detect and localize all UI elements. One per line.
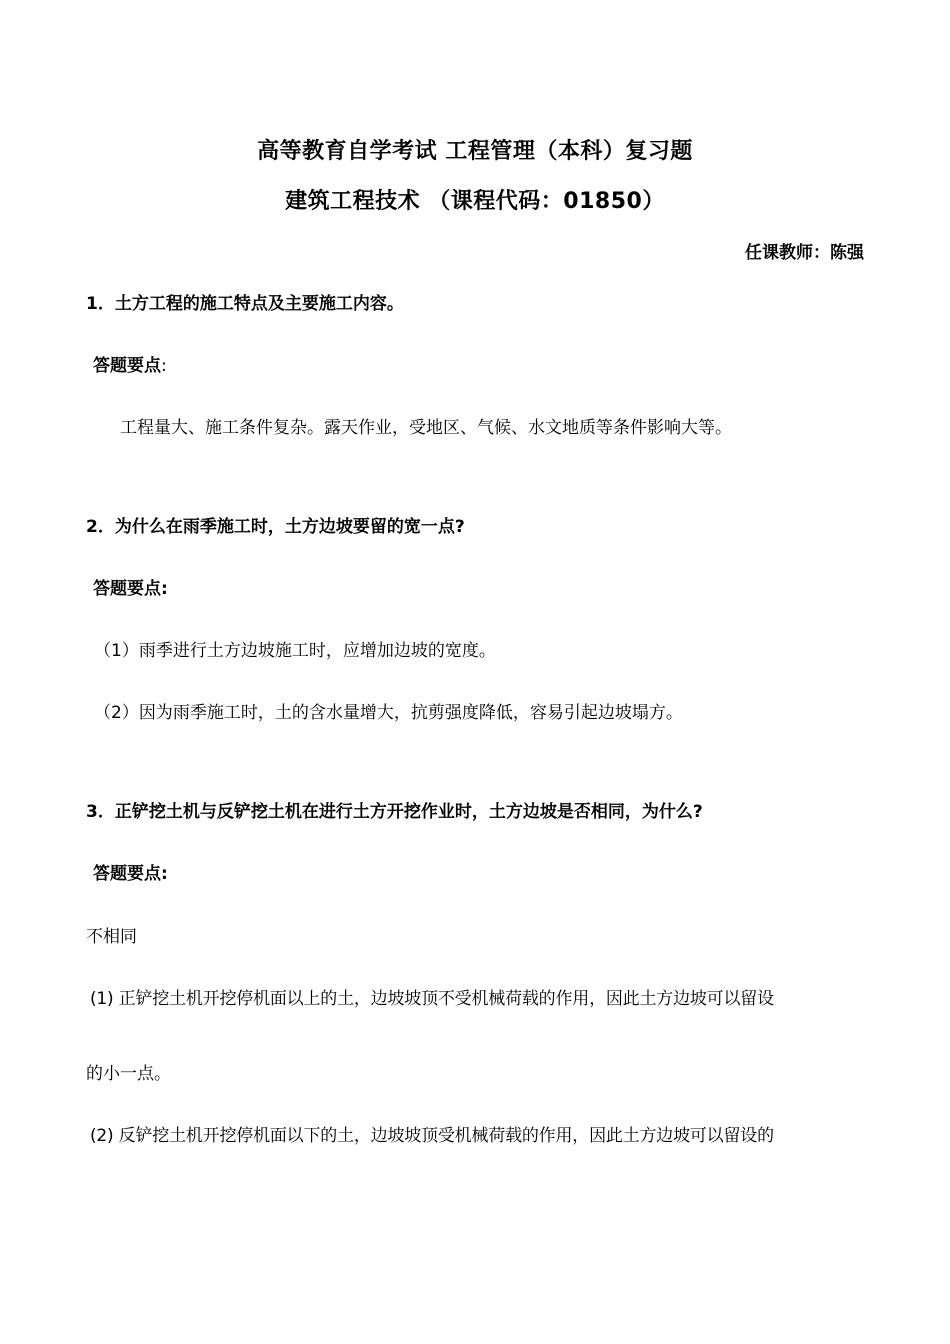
answer-3-point-1: (1) 正铲挖土机开挖停机面以上的土，边坡坡顶不受机械荷载的作用，因此土方边坡可以留设 bbox=[90, 989, 774, 1009]
course-subtitle: 建筑工程技术 （课程代码：01850） bbox=[285, 189, 665, 214]
answer-key-colon-1: : bbox=[161, 356, 167, 376]
answer-2-point-1: （1）雨季进行土方边坡施工时，应增加边坡的宽度。 bbox=[94, 641, 496, 661]
document-title: 高等教育自学考试 工程管理（本科）复习题 bbox=[257, 139, 693, 164]
answer-key-text-1: 答题要点 bbox=[93, 356, 161, 376]
answer-3-summary: 不相同 bbox=[86, 927, 137, 947]
question-1: 1．土方工程的施工特点及主要施工内容。 bbox=[86, 294, 404, 314]
answer-3-point-1-continued: 的小一点。 bbox=[86, 1064, 171, 1084]
answer-1: 工程量大、施工条件复杂。露天作业，受地区、气候、水文地质等条件影响大等。 bbox=[120, 418, 732, 438]
answer-key-label-2: 答题要点: bbox=[93, 579, 168, 599]
answer-key-label-1 bbox=[93, 351, 167, 376]
answer-3-point-2: (2) 反铲挖土机开挖停机面以下的土，边坡坡顶受机械荷载的作用，因此土方边坡可以留设的 bbox=[90, 1126, 774, 1146]
answer-key-label-3: 答题要点: bbox=[93, 864, 168, 884]
teacher-name: 任课教师：陈强 bbox=[745, 243, 864, 263]
answer-2-point-2: （2）因为雨季施工时，土的含水量增大，抗剪强度降低，容易引起边坡塌方。 bbox=[94, 703, 683, 723]
question-2: 2．为什么在雨季施工时，土方边坡要留的宽一点? bbox=[86, 517, 465, 537]
question-3: 3．正铲挖土机与反铲挖土机在进行土方开挖作业时，土方边坡是否相同，为什么? bbox=[86, 802, 703, 822]
